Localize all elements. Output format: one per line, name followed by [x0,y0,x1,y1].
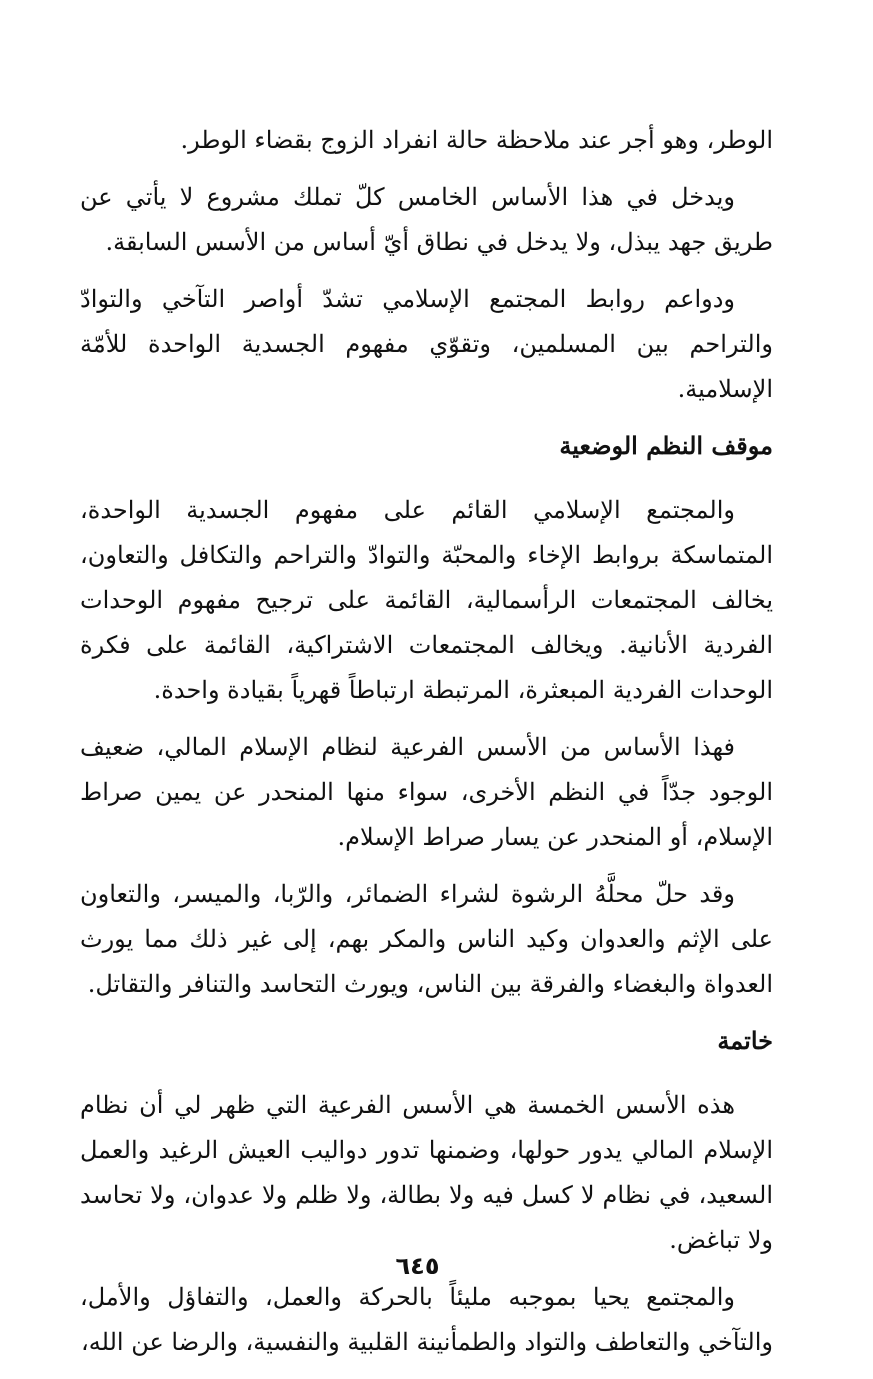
section-heading: موقف النظم الوضعية [559,431,773,460]
section-heading: خاتمة [717,1026,773,1055]
paragraph: ويدخل في هذا الأساس الخامس كلّ تملك مشروع لا يأتي عن طريق جهد يبذل، ولا يدخل في نطاق أيّ أساس من الأسس السابقة. [80,183,773,256]
page-number: ٦٤٥ [395,1252,440,1280]
paragraph: ودواعم روابط المجتمع الإسلامي تشدّ أواصر التآخي والتوادّ والتراحم بين المسلمين، وتقوّي مفهوم الجسدية الواحدة للأمّة الإسلامية. [80,285,773,403]
page-body [80,118,773,1377]
paragraph: وقد حلّ محلَّهُ الرشوة لشراء الضمائر، والرّبا، والميسر، والتعاون على الإثم والعدوان وكيد الناس والمكر بهم، إلى غير ذلك مما يورث العدواة والبغضاء والفرقة بين الناس، ويورث التحاسد والتنافر والتقاتل. [80,880,773,998]
paragraph: هذه الأسس الخمسة هي الأسس الفرعية التي ظهر لي أن نظام الإسلام المالي يدور حولها، وضمنها تدور دواليب العيش الرغيد والعمل السعيد، في نظام لا كسل فيه ولا بطالة، ولا ظلم ولا عدوان، ولا تحاسد ولا تباغض. [80,1091,773,1254]
paragraph: فهذا الأساس من الأسس الفرعية لنظام الإسلام المالي، ضعيف الوجود جدّاً في النظم الأخرى، سواء منها المنحدر عن يمين صراط الإسلام، أو المنحدر عن يسار صراط الإسلام. [80,733,773,851]
paragraph: والمجتمع الإسلامي القائم على مفهوم الجسدية الواحدة، المتماسكة بروابط الإخاء والمحبّة والتوادّ والتراحم والتكافل والتعاون، يخالف المجتمعات الرأسمالية، القائمة على ترجيح مفهوم الوحدات الفردية الأنانية. ويخالف المجتمعات الاشتراكية، القائمة على فكرة الوحدات الفردية المبعثرة، المرتبطة ارتباطاً قهرياً بقيادة واحدة. [80,496,773,704]
paragraph: الوطر، وهو أجر عند ملاحظة حالة انفراد الزوج بقضاء الوطر. [180,126,773,154]
paragraph: والمجتمع يحيا بموجبه مليئاً بالحركة والعمل، والتفاؤل والأمل، والتآخي والتعاطف والتواد والطمأنينة القلبية والنفسية، والرضا عن الله، [80,1283,773,1356]
